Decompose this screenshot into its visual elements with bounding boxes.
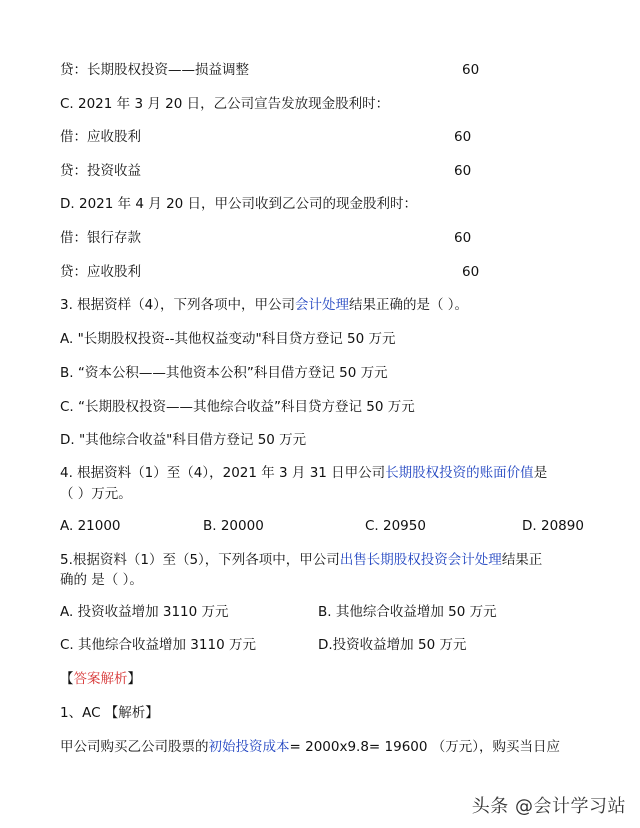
question-5-suffix: 结果正 xyxy=(501,552,543,568)
question-3-suffix: 结果正确的是（ ）。 xyxy=(349,297,469,313)
entry-debit-dividend-receivable: 借：应收股利 xyxy=(60,129,141,145)
question-4-line2: （ ）万元。 xyxy=(60,486,132,502)
entry-credit-dividend-receivable: 贷：应收股利 xyxy=(60,264,141,280)
watermark-text: 头条 @会计学习站 xyxy=(471,796,626,817)
question-5-option-b: B. 其他综合收益增加 50 万元 xyxy=(318,604,497,620)
answer-item-1: 1、AC 【解析】 xyxy=(60,705,159,721)
question-5 xyxy=(60,550,542,570)
answer-paragraph-prefix: 甲公司购买乙公司股票的 xyxy=(60,739,209,755)
question-3-prefix: 3. 根据资样（4），下列各项中，甲公司 xyxy=(60,297,296,313)
keyword-link[interactable]: 会计处理 xyxy=(295,297,350,313)
question-3-option-c: C. “长期股权投资——其他综合收益”科目贷方登记 50 万元 xyxy=(60,399,415,415)
question-5-option-d: D.投资收益增加 50 万元 xyxy=(318,637,467,653)
question-5-option-c: C. 其他综合收益增加 3110 万元 xyxy=(60,637,256,653)
answer-bracket-open: 【 xyxy=(60,671,74,687)
answer-bracket-close: 】 xyxy=(127,671,141,687)
answer-paragraph-suffix: = 2000x9.8= 19600 （万元），购买当日应 xyxy=(289,739,561,755)
option-d-heading: D. 2021 年 4 月 20 日，甲公司收到乙公司的现金股利时： xyxy=(60,196,418,212)
question-4 xyxy=(60,463,547,483)
keyword-link[interactable]: 长期股权投资的账面价值 xyxy=(385,465,534,481)
entry-debit-bank-deposit: 借：银行存款 xyxy=(60,230,141,246)
entry-amount: 60 xyxy=(462,264,480,280)
entry-amount: 60 xyxy=(454,163,472,179)
question-4-option-c: C. 20950 xyxy=(365,518,426,534)
question-4-prefix: 4. 根据资料（1）至（4），2021 年 3 月 31 日甲公司 xyxy=(60,465,386,481)
question-5-line2: 确的 是（ ）。 xyxy=(60,572,143,588)
entry-credit-investment-income: 贷：投资收益 xyxy=(60,163,141,179)
answer-paragraph xyxy=(60,737,560,757)
keyword-link[interactable]: 初始投资成本 xyxy=(208,739,290,755)
entry-amount: 60 xyxy=(454,230,472,246)
question-3-option-b: B. “资本公积——其他资本公积”科目借方登记 50 万元 xyxy=(60,365,388,381)
question-4-suffix: 是 xyxy=(533,465,548,481)
keyword-link[interactable]: 出售长期股权投资会计处理 xyxy=(339,552,502,568)
entry-amount: 60 xyxy=(462,62,480,78)
question-4-option-b: B. 20000 xyxy=(203,518,264,534)
question-3 xyxy=(60,295,468,315)
entry-credit-adjustment xyxy=(60,60,249,80)
question-5-prefix: 5.根据资料（1）至（5），下列各项中，甲公司 xyxy=(60,552,340,568)
question-3-option-a: A. "长期股权投资--其他权益变动"科目贷方登记 50 万元 xyxy=(60,331,396,347)
question-3-option-d: D. "其他综合收益"科目借方登记 50 万元 xyxy=(60,432,307,448)
question-4-option-d: D. 20890 xyxy=(522,518,584,534)
answer-heading xyxy=(60,669,141,689)
answer-title: 答案解析 xyxy=(73,671,128,687)
option-c-heading: C. 2021 年 3 月 20 日，乙公司宣告发放现金股利时： xyxy=(60,96,390,112)
entry-amount: 60 xyxy=(454,129,472,145)
question-5-option-a: A. 投资收益增加 3110 万元 xyxy=(60,604,229,620)
entry-text: 贷：长期股权投资——损益调整 xyxy=(60,62,249,78)
question-4-option-a: A. 21000 xyxy=(60,518,121,534)
